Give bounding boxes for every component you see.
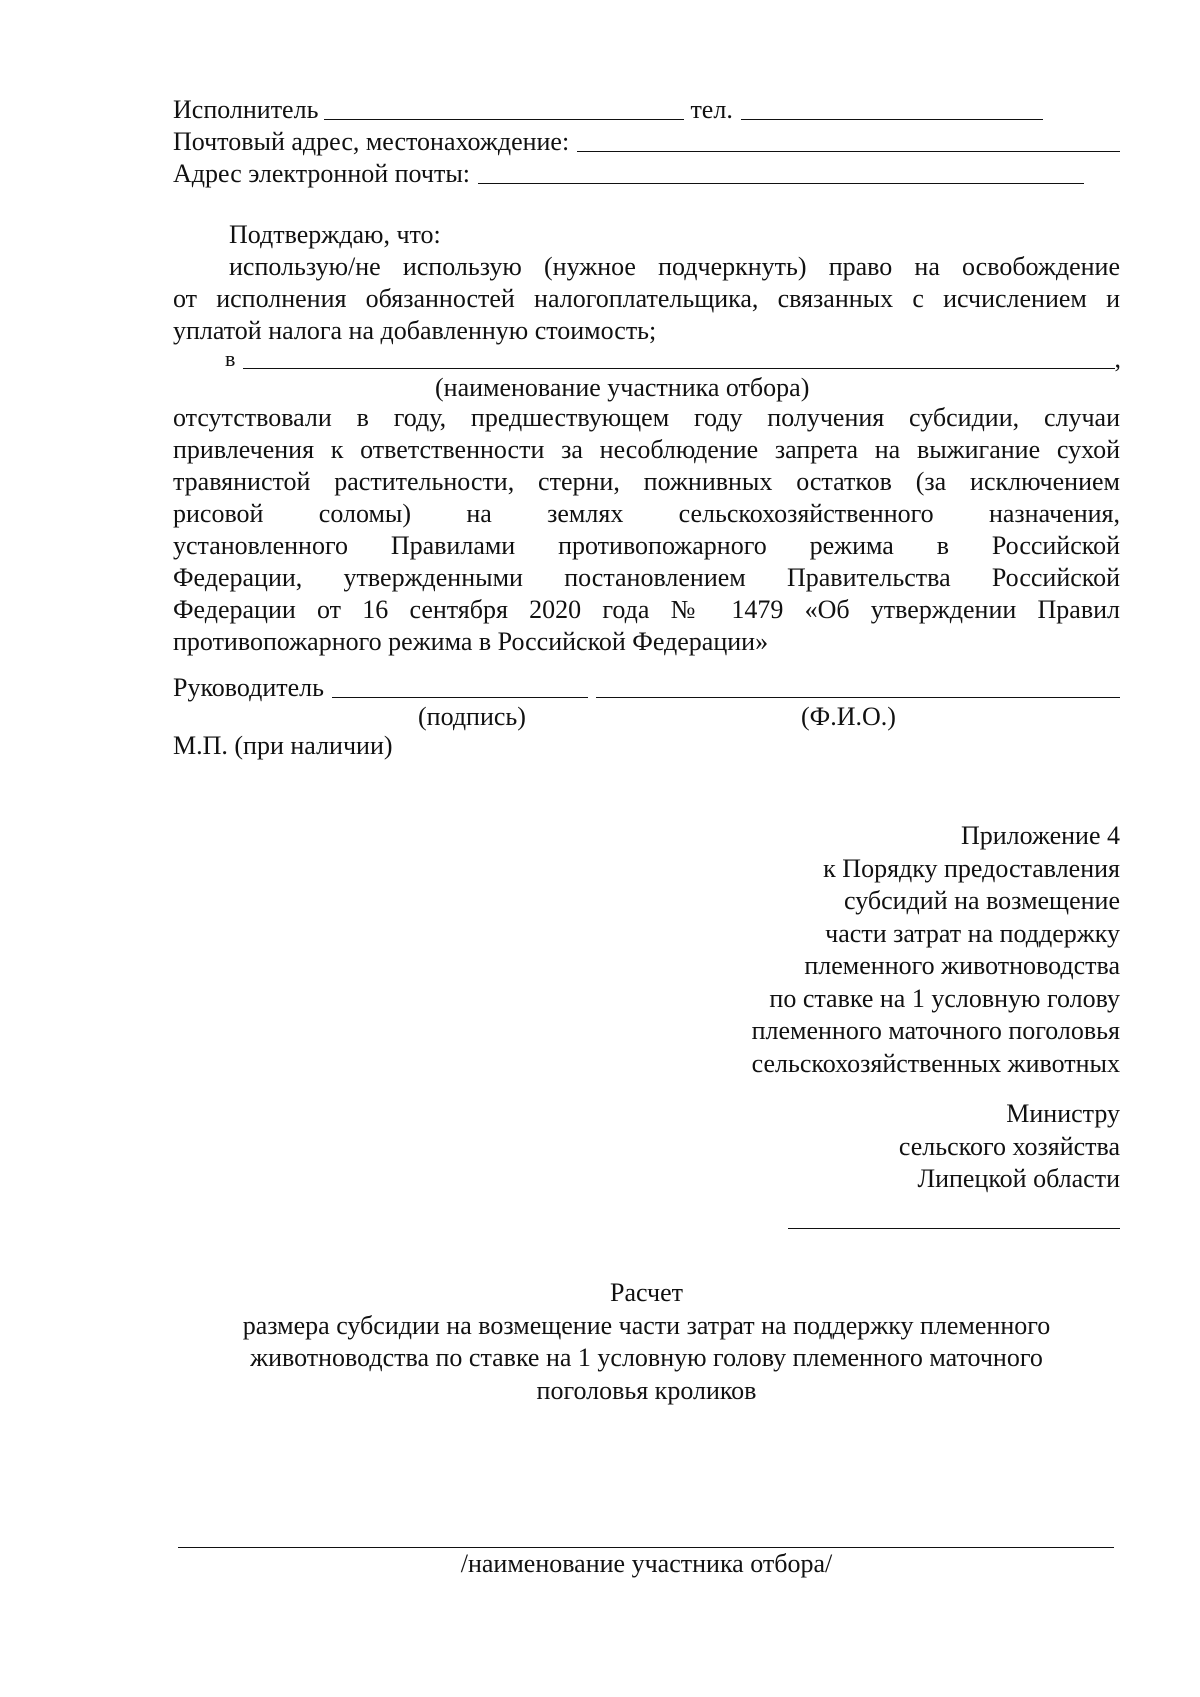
- participant-row: [225, 343, 1121, 375]
- signature-field[interactable]: [332, 673, 588, 698]
- postal-label: Почтовый адрес, местонахождение:: [173, 127, 570, 156]
- confirm-intro: Подтверждаю, что:: [229, 220, 441, 249]
- appendix-line: племенного животноводства: [804, 951, 1120, 980]
- executor-field[interactable]: [324, 95, 684, 120]
- phone-field[interactable]: [741, 95, 1043, 120]
- email-label: Адрес электронной почты:: [173, 159, 471, 188]
- participant-field[interactable]: [243, 344, 1114, 369]
- stamp-note: М.П. (при наличии): [173, 731, 393, 760]
- para1-line: использую/не использую (нужное подчеркнуть) право на освобождение: [229, 252, 1120, 281]
- email-field[interactable]: [478, 159, 1084, 184]
- in-suffix: ,: [1114, 344, 1121, 373]
- phone-label: тел.: [690, 95, 733, 124]
- calc-participant-caption: /наименование участника отбора/: [460, 1549, 833, 1578]
- appendix-line: сельскохозяйственных животных: [751, 1048, 1120, 1078]
- calc-title: Расчет: [610, 1278, 683, 1307]
- participant-caption: (наименование участника отбора): [435, 373, 810, 402]
- para2-line: противопожарного режима в Российской Федерации»: [173, 627, 769, 656]
- full-name-field[interactable]: [596, 673, 1120, 698]
- appendix-block: [752, 820, 1120, 1080]
- para1-line: уплатой налога на добавленную стоимость;: [173, 316, 657, 345]
- calc-participant-caption-block: [173, 1548, 1120, 1581]
- calc-subtitle-line: размера субсидии на возмещение части затрат на поддержку племенного: [242, 1310, 1051, 1340]
- addressee-line: Министру: [1006, 1099, 1120, 1128]
- calc-subtitle-line: животноводства по ставке на 1 условную голову племенного маточного: [250, 1343, 1043, 1372]
- para2-line: привлечения к ответственности за несоблюдение запрета на выжигание сухой: [173, 435, 1120, 464]
- executor-label: Исполнитель: [173, 95, 319, 124]
- para2-line: установленного Правилами противопожарного режима в Российской: [173, 531, 1120, 560]
- para1-line: от исполнения обязанностей налогоплательщика, связанных с исчислением и: [173, 284, 1120, 313]
- signature-row: [173, 672, 1120, 704]
- postal-field[interactable]: [577, 127, 1120, 152]
- confirm-para-1: [173, 251, 1120, 347]
- signature-caption: (подпись): [418, 702, 526, 731]
- para2-line: отсутствовали в году, предшествующем году получения субсидии, случаи: [173, 403, 1120, 432]
- addressee-name-field[interactable]: [788, 1228, 1120, 1229]
- confirm-para-2: [173, 402, 1120, 658]
- appendix-line: Приложение 4: [960, 821, 1120, 850]
- appendix-line: племенного маточного поголовья: [751, 1016, 1120, 1045]
- para2-line: рисовой соломы) на землях сельскохозяйственного назначения,: [173, 499, 1120, 528]
- in-prefix: в: [225, 346, 236, 371]
- addressee-line: Липецкой области: [917, 1164, 1120, 1193]
- para2-line: Федерации, утвержденными постановлением Правительства Российской: [173, 563, 1120, 592]
- head-label: Руководитель: [173, 673, 324, 702]
- appendix-line: к Порядку предоставления: [823, 853, 1120, 883]
- para2-line: Федерации от 16 сентября 2020 года № 1479 «Об утверждении Правил: [173, 595, 1120, 624]
- appendix-line: по ставке на 1 условную голову: [769, 983, 1120, 1013]
- appendix-line: субсидий на возмещение: [844, 886, 1120, 915]
- executor-row: [173, 94, 1120, 126]
- para2-line: травянистой растительности, стерни, пожнивных остатков (за исключением: [173, 467, 1120, 496]
- full-name-caption: (Ф.И.О.): [801, 702, 896, 731]
- postal-row: [173, 126, 1120, 158]
- calc-title-block: [173, 1277, 1120, 1407]
- email-row: [173, 158, 1120, 190]
- calc-subtitle-line: поголовья кроликов: [536, 1375, 757, 1405]
- addressee-block: [899, 1098, 1120, 1196]
- appendix-line: части затрат на поддержку: [825, 918, 1120, 948]
- addressee-line: сельского хозяйства: [898, 1131, 1120, 1161]
